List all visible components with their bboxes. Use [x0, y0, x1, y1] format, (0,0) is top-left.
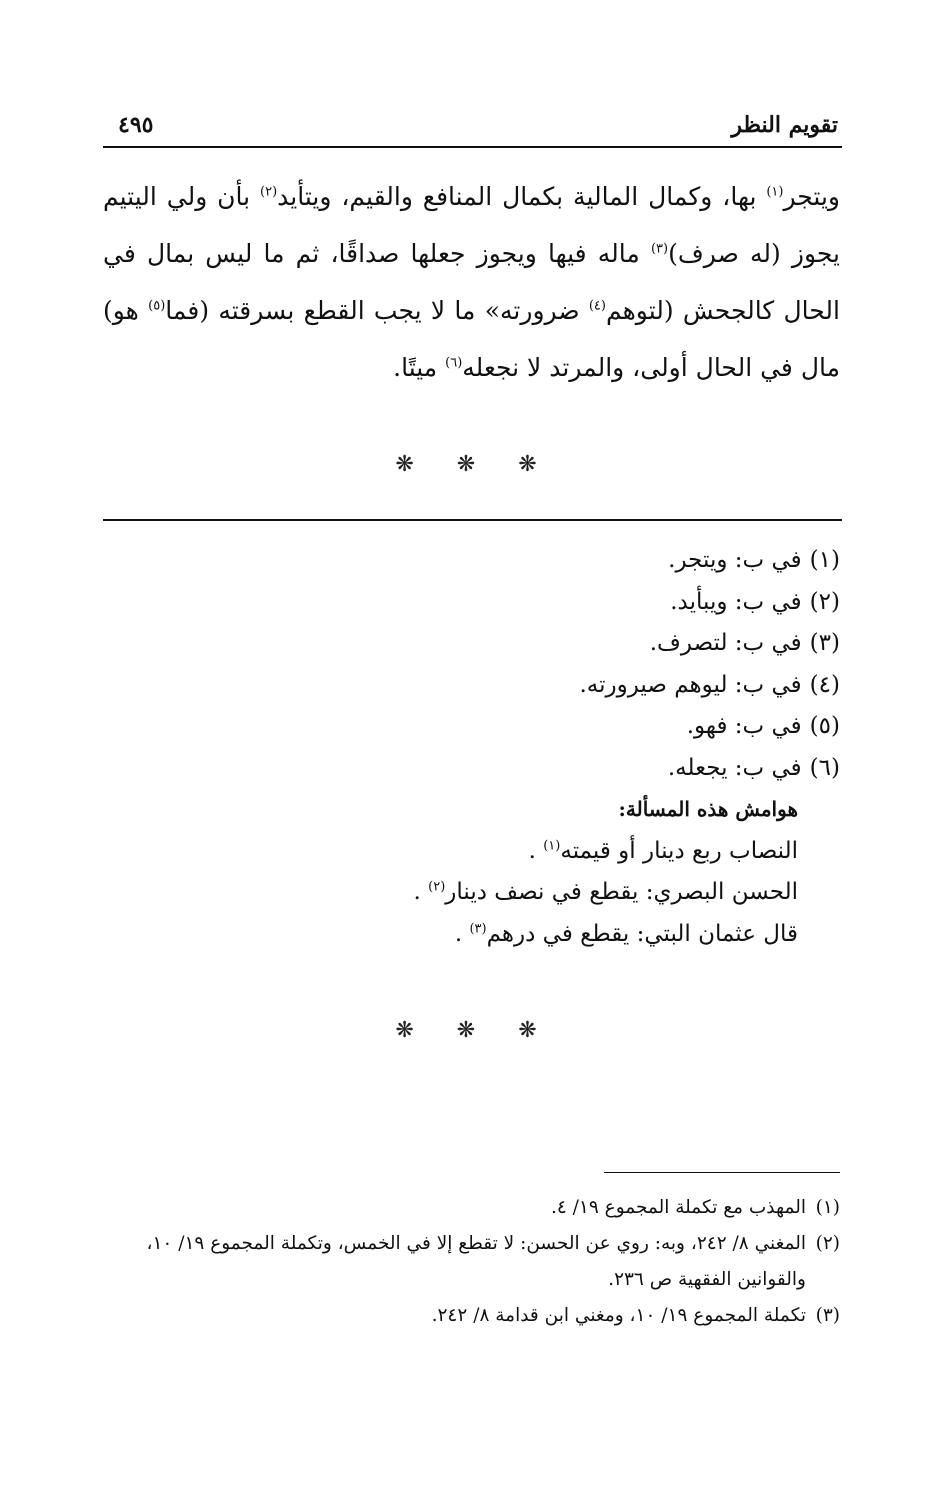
variant-number: (٢) [809, 588, 840, 615]
footnote-ref: (١) [543, 837, 561, 853]
variant-text: في ب: يجعله. [667, 754, 802, 781]
variant-text: في ب: ويبأيد. [670, 588, 802, 615]
paragraph-run: ويتجر [783, 182, 840, 211]
variant-text: في ب: لتصرف. [649, 630, 802, 656]
margin-note-line [103, 914, 798, 956]
variant-item [103, 665, 840, 707]
variant-item [103, 540, 840, 582]
margin-note-end: . [454, 920, 470, 947]
footnote-ref: (٢) [428, 879, 446, 895]
margin-note-end: . [413, 879, 429, 905]
book-title: تقويم النظر [731, 112, 838, 138]
variant-text: في ب: ليوهم صيرورته. [579, 671, 802, 698]
variant-item [103, 706, 840, 748]
footnote [103, 1226, 840, 1298]
variant-number: (١) [809, 547, 840, 573]
footnote-ref: (٣) [469, 920, 487, 936]
paragraph-run: ضرورته» ما لا يجب القطع بسرقته (فما [165, 296, 589, 325]
footnotes [103, 1190, 840, 1334]
margin-note-text: النصاب ربع دينار أو قيمته [560, 837, 798, 864]
paragraph-run: بأن ولي اليتيم يجوز (له صرف) [103, 182, 840, 268]
section-separator: ❋ ❋ ❋ [395, 452, 555, 477]
footnote-ref: (١) [766, 184, 784, 200]
footnote-number: (٢) [815, 1233, 840, 1254]
footnote-text: المغني ٨/ ٢٤٢، وبه: روي عن الحسن: لا تقطع إلا في الخمس، وتكملة المجموع ١٩/ ١٠، والقوانين الفقهية ص ٢٣٦. [146, 1233, 806, 1290]
paragraph-run: ميتًا. [393, 353, 446, 382]
page-number: ٤٩٥ [118, 112, 154, 138]
main-paragraph-text [103, 168, 840, 396]
variant-item [103, 623, 840, 665]
footnote-number: (١) [815, 1197, 840, 1218]
margin-note-text: قال عثمان البتي: يقطع في درهم [486, 920, 798, 947]
running-header [118, 98, 838, 138]
variant-readings [103, 540, 840, 955]
margin-note-line [103, 872, 798, 914]
section-separator: ❋ ❋ ❋ [395, 1018, 555, 1043]
paragraph-run: ماله فيها ويجوز جعلها صداقًا، ثم ما ليس بمال في الحال كالجحش (لتوهم [103, 239, 840, 325]
variant-item [103, 582, 840, 624]
footnote-number: (٣) [815, 1305, 840, 1326]
footnote-ref: (٦) [445, 355, 463, 371]
variant-number: (٣) [809, 630, 840, 656]
footnote-ref: (٤) [588, 298, 606, 314]
paragraph-run: هو) مال في الحال أولى، والمرتد لا نجعله [103, 296, 840, 382]
margin-note-end: . [528, 837, 544, 864]
footnote-text: تكملة المجموع ١٩/ ١٠، ومغني ابن قدامة ٨/ ٢٤٢. [431, 1305, 806, 1326]
variant-number: (٦) [809, 754, 840, 781]
variant-text: في ب: ويتجر. [668, 547, 802, 573]
variant-number: (٥) [809, 713, 840, 739]
margin-note-text: الحسن البصري: يقطع في نصف دينار [445, 879, 798, 905]
variants-rule [103, 519, 842, 521]
variant-item [103, 748, 840, 790]
variant-number: (٤) [809, 671, 840, 698]
footnote [103, 1298, 840, 1334]
footnote-ref: (٥) [148, 298, 166, 314]
paragraph-run: بها، وكمال المالية بكمال المنافع والقيم، ويتأيد [277, 182, 767, 211]
footnote-ref: (٢) [260, 184, 278, 200]
margin-notes-heading: هوامش هذه المسألة: [618, 797, 798, 821]
variant-text: في ب: فهو. [686, 713, 802, 739]
footnote [103, 1190, 840, 1226]
footnote-ref: (٣) [650, 241, 669, 257]
margin-note-line [103, 831, 798, 873]
footnote-text: المهذب مع تكملة المجموع ١٩/ ٤. [550, 1197, 806, 1218]
header-rule [103, 146, 842, 148]
main-paragraph [103, 168, 840, 396]
footnote-rule [604, 1172, 840, 1173]
